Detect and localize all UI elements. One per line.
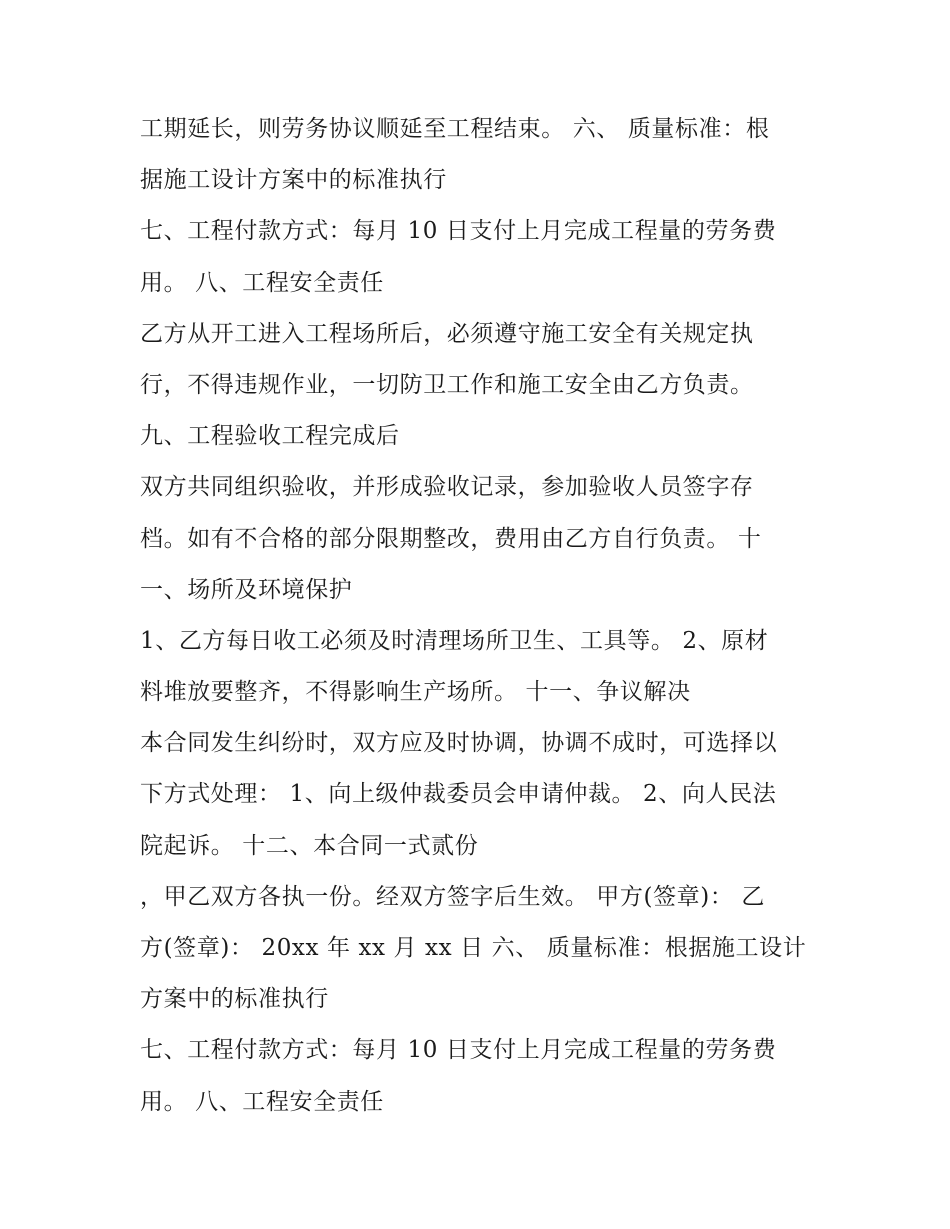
text-line: 双方共同组织验收，并形成验收记录，参加验收人员签字存 (140, 474, 754, 501)
text-line: 据施工设计方案中的标准执行 (140, 167, 447, 194)
text-line: 七、工程付款方式：每月 10 日支付上月完成工程量的劳务费 (140, 218, 777, 245)
text-line: 七、工程付款方式：每月 10 日支付上月完成工程量的劳务费 (140, 1037, 777, 1064)
text-line: 一、场所及环境保护 (140, 576, 353, 603)
text-line: 工期延长，则劳务协议顺延至工程结束。 六、 质量标准：根 (140, 116, 770, 142)
text-line: 乙方从开工进入工程场所后，必须遵守施工安全有关规定执 (140, 320, 754, 347)
document-body (140, 104, 830, 1128)
text-line: 用。 八、工程安全责任 (140, 269, 384, 296)
text-line: 行，不得违规作业，一切防卫工作和施工安全由乙方负责。 (140, 371, 754, 398)
text-line: 料堆放要整齐，不得影响生产场所。 十一、争议解决 (140, 679, 691, 706)
text-line: ，甲乙双方各执一份。经双方签字后生效。 甲方(签章)： 乙 (140, 883, 765, 910)
text-line: 方(签章)： 20xx 年 xx 月 xx 日 六、 质量标准：根据施工设计 (140, 935, 807, 961)
text-line: 下方式处理： 1、向上级仲裁委员会申请仲裁。 2、向人民法 (140, 781, 777, 808)
text-line: 方案中的标准执行 (140, 986, 329, 1013)
text-line: 用。 八、工程安全责任 (140, 1088, 384, 1115)
text-line: 院起诉。 十二、本合同一式贰份 (140, 832, 479, 859)
text-line: 九、工程验收工程完成后 (140, 423, 400, 450)
text-line: 1、乙方每日收工必须及时清理场所卫生、工具等。 2、原材 (140, 627, 769, 654)
text-line: 档。如有不合格的部分限期整改，费用由乙方自行负责。 十 (140, 525, 762, 552)
text-line: 本合同发生纠纷时，双方应及时协调，协调不成时，可选择以 (140, 730, 778, 757)
